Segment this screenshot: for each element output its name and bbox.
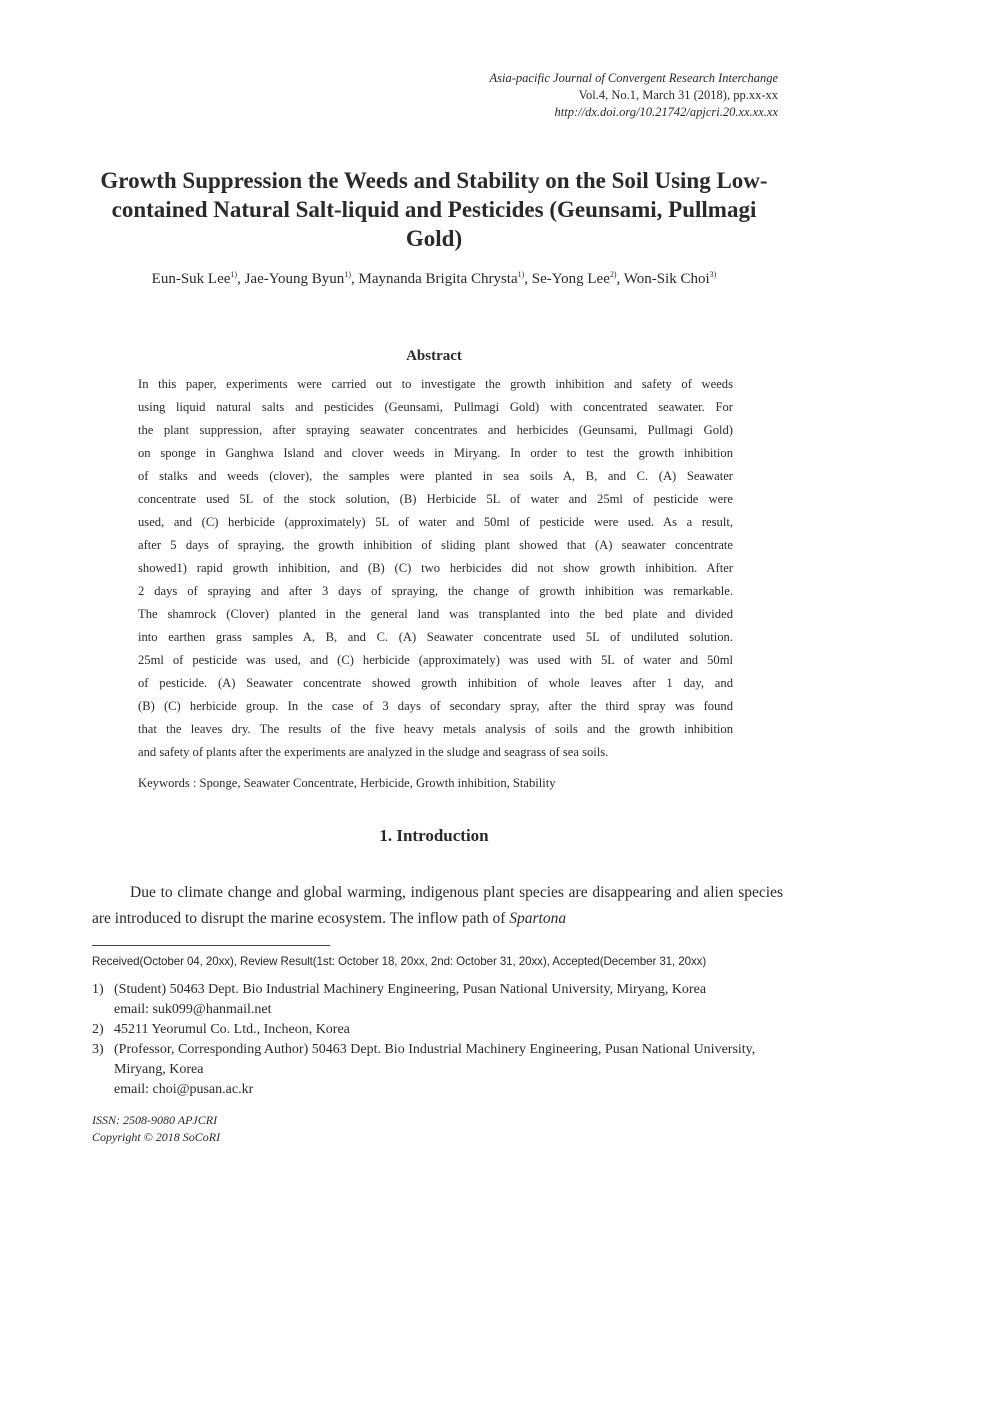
author-affiliation-mark: 1)	[344, 270, 351, 279]
introduction-italic: Spartona	[509, 910, 567, 927]
abstract-line: 25ml of pesticide was used, and (C) herbicide (approximately) was used with 5L of water and 50ml	[138, 653, 733, 667]
abstract-line: of stalks and weeds (clover), the samples were planted in sea soils A, B, and C. (A) Seawater	[138, 469, 733, 483]
author-affiliation-mark: 1)	[517, 270, 525, 279]
footnote-number: 2)	[92, 1022, 104, 1037]
abstract-body	[138, 373, 733, 764]
footnote-rule	[92, 945, 330, 946]
section-heading-introduction: 1. Introduction	[379, 826, 489, 845]
footnote-number: 3)	[92, 1042, 104, 1057]
abstract-line: The shamrock (Clover) planted in the general land was transplanted into the bed plate and divided	[138, 607, 733, 621]
author-list: Eun-Suk Lee$^{1)}$, Jae-Young Byun$^{1)}$, Maynanda Brigita Chrysta$^{1)}$, Se-Yong Lee$^{2)}$, Won-Sik Choi$^{3)}$	[151, 270, 717, 287]
copyright: Copyright © 2018 SoCoRI	[92, 1130, 221, 1144]
abstract-line: of pesticide. (A) Seawater concentrate showed growth inhibition of whole leaves after 1 day, and	[138, 676, 733, 690]
issn-block	[92, 1112, 220, 1146]
journal-header	[490, 70, 778, 121]
footnote-line: email: choi@pusan.ac.kr	[114, 1082, 254, 1097]
introduction-text: Due to climate change and global warming, indigenous plant species are disappearing and alien species are introduced to disrupt the marine ecosystem. The inflow path of	[92, 884, 783, 927]
abstract-line: on sponge in Ganghwa Island and clover weeds in Miryang. In order to test the growth inhibition	[138, 446, 733, 460]
author-name: Eun-Suk Lee	[151, 271, 231, 287]
abstract-line: into earthen grass samples A, B, and C. (A) Seawater concentrate used 5L of undiluted solution.	[138, 630, 733, 644]
footnote	[92, 1020, 784, 1040]
journal-volume: Vol.4, No.1, March 31 (2018), pp.xx-xx	[578, 88, 778, 102]
footnote-number: 1)	[92, 982, 104, 997]
footnote-line: (Professor, Corresponding Author) 50463 Dept. Bio Industrial Machinery Engineering, Pusan National University, Miryang, Korea	[114, 1042, 756, 1077]
journal-doi[interactable]: http://dx.doi.org/10.21742/apjcri.20.xx.xx.xx	[554, 105, 778, 119]
author-name: Won-Sik Choi	[623, 271, 710, 287]
author-name: Maynanda Brigita Chrysta	[358, 271, 518, 287]
abstract-line: In this paper, experiments were carried out to investigate the growth inhibition and safety of weeds	[138, 377, 733, 391]
abstract-line: showed1) rapid growth inhibition, and (B) (C) two herbicides did not show growth inhibition. After	[138, 561, 733, 575]
author-name: Se-Yong Lee	[531, 271, 610, 287]
paper-title: Growth Suppression the Weeds and Stability on the Soil Using Low-contained Natural Salt-liquid and Pesticides (Geunsami, Pullmagi Gold)	[100, 168, 768, 251]
footnote-line: 45211 Yeorumul Co. Ltd., Incheon, Korea	[114, 1022, 350, 1037]
introduction-body	[92, 880, 783, 932]
issn: ISSN: 2508-9080 APJCRI	[92, 1113, 218, 1127]
abstract-line: that the leaves dry. The results of the five heavy metals analysis of soils and the growth inhibition	[138, 722, 733, 736]
abstract-line: concentrate used 5L of the stock solution, (B) Herbicide 5L of water and 25ml of pesticide were	[138, 492, 733, 506]
abstract-line: used, and (C) herbicide (approximately) 5L of water and 50ml of pesticide were used. As a result,	[138, 515, 733, 529]
author-affiliation-mark: 2)	[609, 270, 617, 279]
author-affiliation-mark: 3)	[709, 270, 717, 279]
abstract-line: (B) (C) herbicide group. In the case of 3 days of secondary spray, after the third spray was found	[138, 699, 733, 713]
journal-name: Asia-pacific Journal of Convergent Research Interchange	[489, 71, 778, 85]
footnote-line: (Student) 50463 Dept. Bio Industrial Machinery Engineering, Pusan National University, Miryang, Korea	[114, 982, 707, 997]
author-name: Jae-Young Byun	[244, 271, 345, 287]
abstract-line: and safety of plants after the experiments are analyzed in the sludge and seagrass of sea soils.	[138, 745, 609, 759]
abstract-line: after 5 days of spraying, the growth inhibition of sliding plant showed that (A) seawater concentrate	[138, 538, 733, 552]
footnote	[92, 980, 784, 1020]
abstract-line: 2 days of spraying and after 3 days of spraying, the change of growth inhibition was remarkable.	[138, 584, 733, 598]
abstract-line: the plant suppression, after spraying seawater concentrates and herbicides (Geunsami, Pullmagi Gold)	[138, 423, 733, 437]
abstract-line: using liquid natural salts and pesticides (Geunsami, Pullmagi Gold) with concentrated seawater. For	[138, 400, 733, 414]
footnote-line: email: suk099@hanmail.net	[114, 1002, 272, 1017]
footnotes	[92, 980, 784, 1100]
footnote	[92, 1040, 784, 1100]
received-dates: Received(October 04, 20xx), Review Result(1st: October 18, 20xx, 2nd: October 31, 20xx), Accepted(December 31, 20xx)	[92, 955, 707, 968]
keywords: Keywords : Sponge, Seawater Concentrate, Herbicide, Growth inhibition, Stability	[138, 776, 556, 790]
abstract-heading: Abstract	[406, 348, 462, 364]
author-affiliation-mark: 1)	[230, 270, 238, 279]
